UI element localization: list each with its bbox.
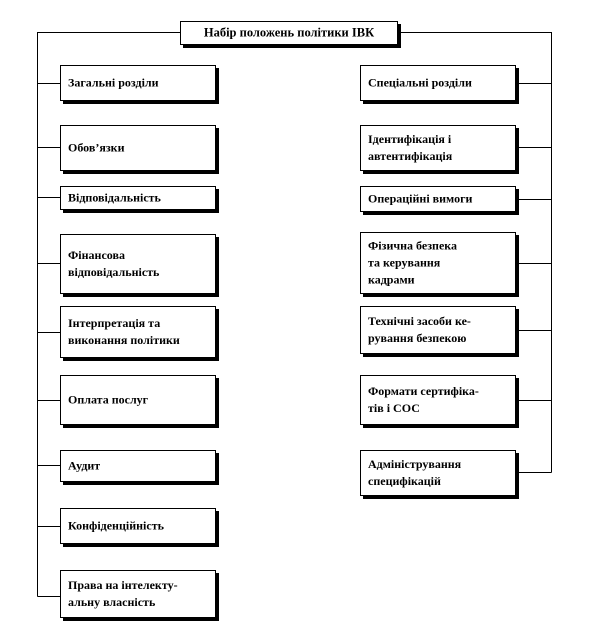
root-node xyxy=(180,21,398,45)
left-node-confidentiality xyxy=(60,508,216,544)
root-label: Набір положень політики ІВК xyxy=(203,25,375,40)
left-node-general-sections xyxy=(60,65,216,101)
node-label: Відповідальність xyxy=(68,190,161,205)
node-label: Формати сертифіка- тів і СОС xyxy=(368,384,479,415)
left-node-interpretation xyxy=(60,306,216,358)
right-node-technical-security xyxy=(360,306,516,354)
right-node-certificate-formats xyxy=(360,375,516,425)
node-label: Фінансова відповідальність xyxy=(68,248,160,279)
right-node-special-sections xyxy=(360,65,516,101)
node-label: Спеціальні розділи xyxy=(368,75,472,90)
node-label: Операційні вимоги xyxy=(368,191,473,206)
right-node-physical-security xyxy=(360,232,516,294)
node-label: Аудит xyxy=(68,458,101,473)
node-label: Оплата послуг xyxy=(68,392,149,407)
node-label: Конфіденційність xyxy=(68,518,164,533)
right-node-operational-requirements xyxy=(360,186,516,212)
left-node-financial-responsibility xyxy=(60,234,216,294)
left-node-responsibility xyxy=(60,186,216,210)
left-node-duties xyxy=(60,125,216,171)
left-node-intellectual-property xyxy=(60,570,216,618)
right-node-spec-administration xyxy=(360,450,516,496)
right-node-identification xyxy=(360,125,516,171)
node-label: Обов’язки xyxy=(68,140,125,155)
left-node-fees xyxy=(60,375,216,425)
node-label: Права на інтелекту- альну власність xyxy=(68,578,178,609)
left-node-audit xyxy=(60,450,216,482)
node-label: Загальні розділи xyxy=(68,75,159,90)
node-label: Фізична безпека та керування кадрами xyxy=(368,238,458,287)
node-label: Технічні засоби ке- рування безпекою xyxy=(368,314,471,345)
node-label: Ідентифікація і автентифікація xyxy=(368,132,453,163)
node-label: Адміністрування специфікацій xyxy=(368,457,462,488)
node-label: Інтерпретація та виконання політики xyxy=(68,316,180,347)
